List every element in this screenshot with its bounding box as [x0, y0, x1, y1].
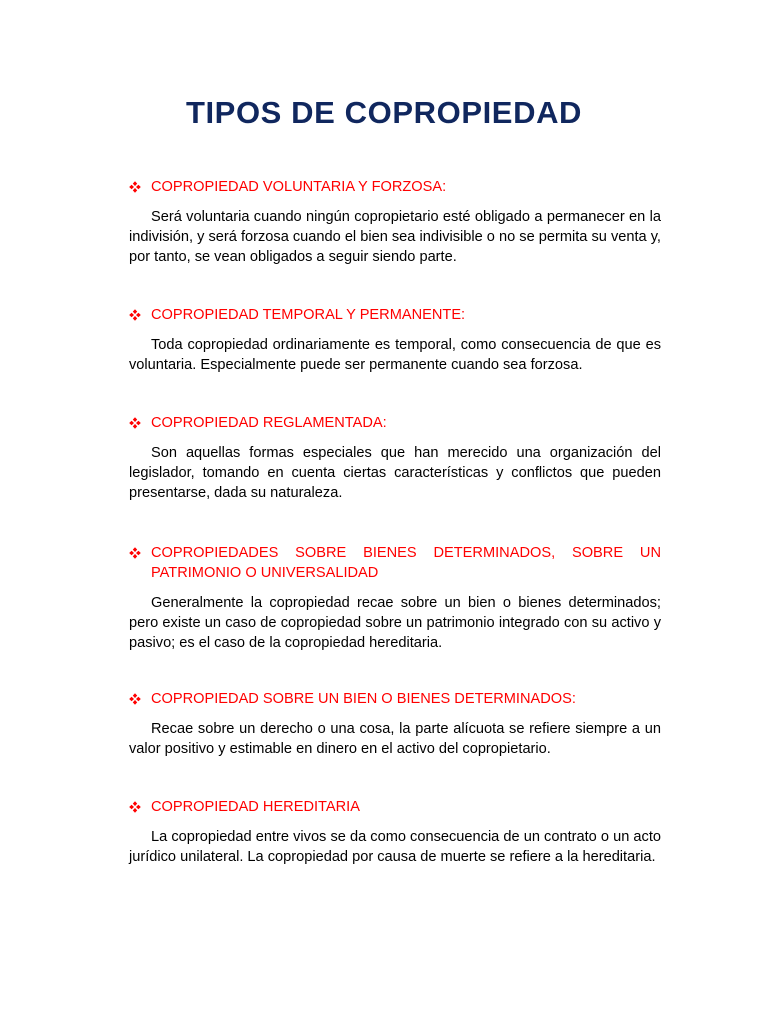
section-heading [129, 543, 661, 583]
section-heading [129, 413, 661, 433]
section-temporal-permanente [129, 305, 661, 375]
section-heading-text: COPROPIEDAD TEMPORAL Y PERMANENTE: [151, 307, 466, 323]
diamond-quad-bullet-icon [129, 417, 141, 429]
section-hereditaria [129, 797, 661, 867]
section-body: Toda copropiedad ordinariamente es temporal, como consecuencia de que es voluntaria. Especialmente puede ser permanente cuando sea forzosa. [129, 337, 661, 373]
section-body: Generalmente la copropiedad recae sobre un bien o bienes determinados; pero existe un caso de copropiedad sobre un patrimonio integrado con su activo y pasivo; es el caso de la copropiedad hereditaria. [129, 595, 661, 651]
page-title: TIPOS DE COPROPIEDAD [185, 95, 583, 130]
diamond-quad-bullet-icon [129, 801, 141, 813]
section-voluntaria-forzosa [129, 177, 661, 267]
section-bienes-patrimonio-universalidad [129, 543, 661, 653]
section-body: Son aquellas formas especiales que han merecido una organización del legislador, tomando en cuenta ciertas características y conflictos que pueden presentarse, dada su naturaleza. [129, 445, 661, 501]
section-heading-text: COPROPIEDAD VOLUNTARIA Y FORZOSA: [151, 179, 447, 195]
section-heading-text: COPROPIEDAD HEREDITARIA [151, 799, 360, 815]
diamond-quad-bullet-icon [129, 547, 141, 559]
diamond-quad-bullet-icon [129, 181, 141, 193]
section-reglamentada [129, 413, 661, 503]
section-body: Será voluntaria cuando ningún copropietario esté obligado a permanecer en la indivisión, y será forzosa cuando el bien sea indivisible o no se permita su venta y, por tanto, se vean obligados a seguir siendo parte. [129, 209, 661, 265]
diamond-quad-bullet-icon [129, 309, 141, 321]
section-heading [129, 689, 661, 709]
diamond-quad-bullet-icon [129, 693, 141, 705]
section-heading-text: COPROPIEDAD REGLAMENTADA: [151, 415, 387, 431]
section-heading [129, 797, 661, 817]
section-heading-text: COPROPIEDADES SOBRE BIENES DETERMINADOS, SOBRE UN PATRIMONIO O UNIVERSALIDAD [151, 545, 661, 581]
section-body: La copropiedad entre vivos se da como consecuencia de un contrato o un acto jurídico unilateral. La copropiedad por causa de muerte se refiere a la hereditaria. [129, 829, 661, 865]
section-body: Recae sobre un derecho o una cosa, la parte alícuota se refiere siempre a un valor positivo y estimable en dinero en el activo del copropietario. [129, 721, 661, 757]
section-heading [129, 305, 661, 325]
section-heading [129, 177, 661, 197]
section-heading-text: COPROPIEDAD SOBRE UN BIEN O BIENES DETERMINADOS: [151, 691, 576, 707]
section-bien-o-bienes-determinados [129, 689, 661, 759]
